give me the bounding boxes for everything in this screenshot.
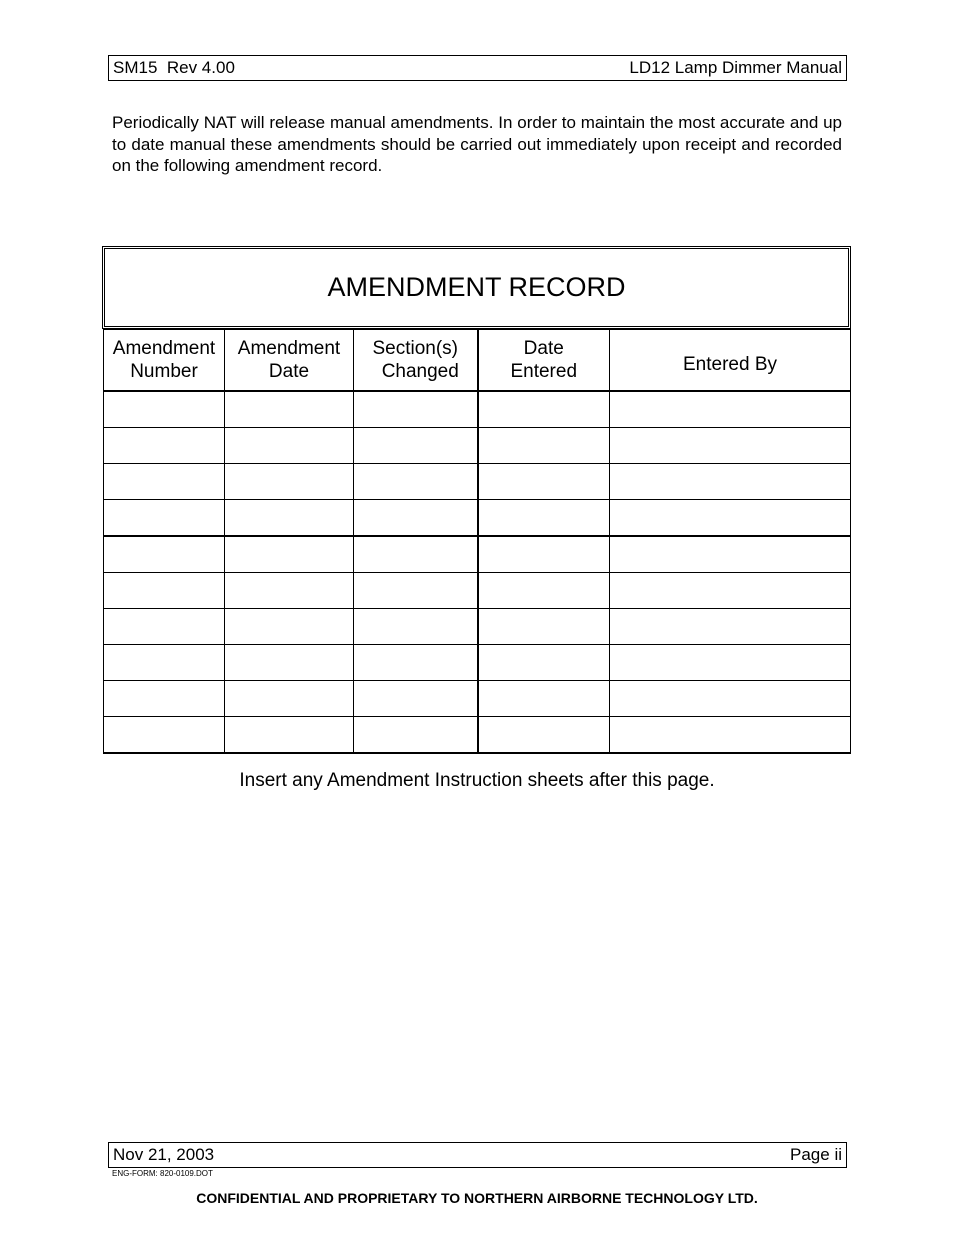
table-cell[interactable] [225, 391, 354, 428]
table-row [104, 681, 851, 717]
table-row [104, 717, 851, 754]
table-cell[interactable] [354, 609, 478, 645]
table-cell[interactable] [225, 573, 354, 609]
table-row [104, 428, 851, 464]
table-row [104, 573, 851, 609]
col-header-line: Changed [381, 361, 459, 382]
table-cell[interactable] [478, 536, 610, 573]
table-cell[interactable] [610, 536, 851, 573]
table-row [104, 500, 851, 537]
table-cell[interactable] [354, 645, 478, 681]
col-header-line: Date [268, 361, 310, 382]
table-cell[interactable] [478, 573, 610, 609]
amendment-record-title-box [102, 246, 851, 329]
intro-paragraph: Periodically NAT will release manual amendments. In order to maintain the most accurate and up to date manual these amendments should be carried out immediately upon receipt and recorded on the following amendment record. [112, 113, 842, 175]
col-header-line: Entered By [683, 353, 777, 375]
table-cell[interactable] [104, 464, 225, 500]
table-cell[interactable] [610, 645, 851, 681]
amendment-rows [104, 391, 851, 753]
table-cell[interactable] [610, 573, 851, 609]
table-cell[interactable] [354, 391, 478, 428]
table-cell[interactable] [225, 717, 354, 754]
table-cell[interactable] [225, 645, 354, 681]
table-cell[interactable] [610, 609, 851, 645]
col-header-line: Date [523, 338, 564, 359]
table-cell[interactable] [478, 464, 610, 500]
table-cell[interactable] [104, 717, 225, 754]
confidential-notice: CONFIDENTIAL AND PROPRIETARY TO NORTHERN AIRBORNE TECHNOLOGY LTD. [196, 1190, 758, 1206]
col-header-entered-by [610, 330, 851, 392]
table-cell[interactable] [354, 500, 478, 537]
table-cell[interactable] [610, 391, 851, 428]
table-cell[interactable] [104, 391, 225, 428]
table-row [104, 391, 851, 428]
table-cell[interactable] [478, 717, 610, 754]
table-row [104, 609, 851, 645]
table-cell[interactable] [104, 500, 225, 537]
amendment-record-table [103, 329, 851, 754]
table-row [104, 645, 851, 681]
table-cell[interactable] [610, 500, 851, 537]
amendment-record-title: AMENDMENT RECORD [327, 272, 626, 302]
page-footer [108, 1142, 847, 1168]
form-id: ENG-FORM: 820-0109.DOT [112, 1169, 213, 1178]
col-header-line: Amendment [237, 338, 341, 359]
table-row [104, 536, 851, 573]
col-header-line: Section(s) [372, 338, 459, 359]
footer-date: Nov 21, 2003 [113, 1145, 215, 1164]
table-cell[interactable] [104, 536, 225, 573]
col-header-sections-changed [354, 330, 478, 392]
table-cell[interactable] [104, 681, 225, 717]
table-cell[interactable] [225, 428, 354, 464]
col-header-date-entered [478, 330, 610, 392]
table-cell[interactable] [478, 645, 610, 681]
amendment-instruction-note: Insert any Amendment Instruction sheets after this page. [239, 770, 715, 791]
table-cell[interactable] [225, 609, 354, 645]
header-document-id: SM15 Rev 4.00 [113, 58, 235, 77]
table-cell[interactable] [104, 573, 225, 609]
col-header-line: Number [130, 361, 198, 382]
table-cell[interactable] [354, 681, 478, 717]
table-cell[interactable] [225, 536, 354, 573]
table-cell[interactable] [478, 391, 610, 428]
table-cell[interactable] [478, 681, 610, 717]
table-cell[interactable] [354, 573, 478, 609]
table-header-row [104, 330, 851, 392]
col-header-amendment-date [225, 330, 354, 392]
table-cell[interactable] [225, 500, 354, 537]
table-cell[interactable] [610, 428, 851, 464]
col-header-amendment-number [104, 330, 225, 392]
table-cell[interactable] [104, 428, 225, 464]
table-cell[interactable] [354, 464, 478, 500]
header-manual-title: LD12 Lamp Dimmer Manual [629, 58, 842, 77]
col-header-line: Amendment [112, 338, 216, 359]
table-cell[interactable] [478, 609, 610, 645]
table-cell[interactable] [478, 428, 610, 464]
table-cell[interactable] [104, 645, 225, 681]
table-cell[interactable] [354, 428, 478, 464]
table-cell[interactable] [225, 681, 354, 717]
amendment-record [102, 246, 851, 754]
table-cell[interactable] [478, 500, 610, 537]
table-row [104, 464, 851, 500]
table-cell[interactable] [104, 609, 225, 645]
page-header [108, 55, 847, 81]
table-cell[interactable] [610, 681, 851, 717]
table-cell[interactable] [610, 717, 851, 754]
footer-page-number: Page ii [790, 1145, 842, 1164]
table-cell[interactable] [225, 464, 354, 500]
table-cell[interactable] [610, 464, 851, 500]
table-cell[interactable] [354, 717, 478, 754]
col-header-line: Entered [510, 361, 578, 382]
table-cell[interactable] [354, 536, 478, 573]
